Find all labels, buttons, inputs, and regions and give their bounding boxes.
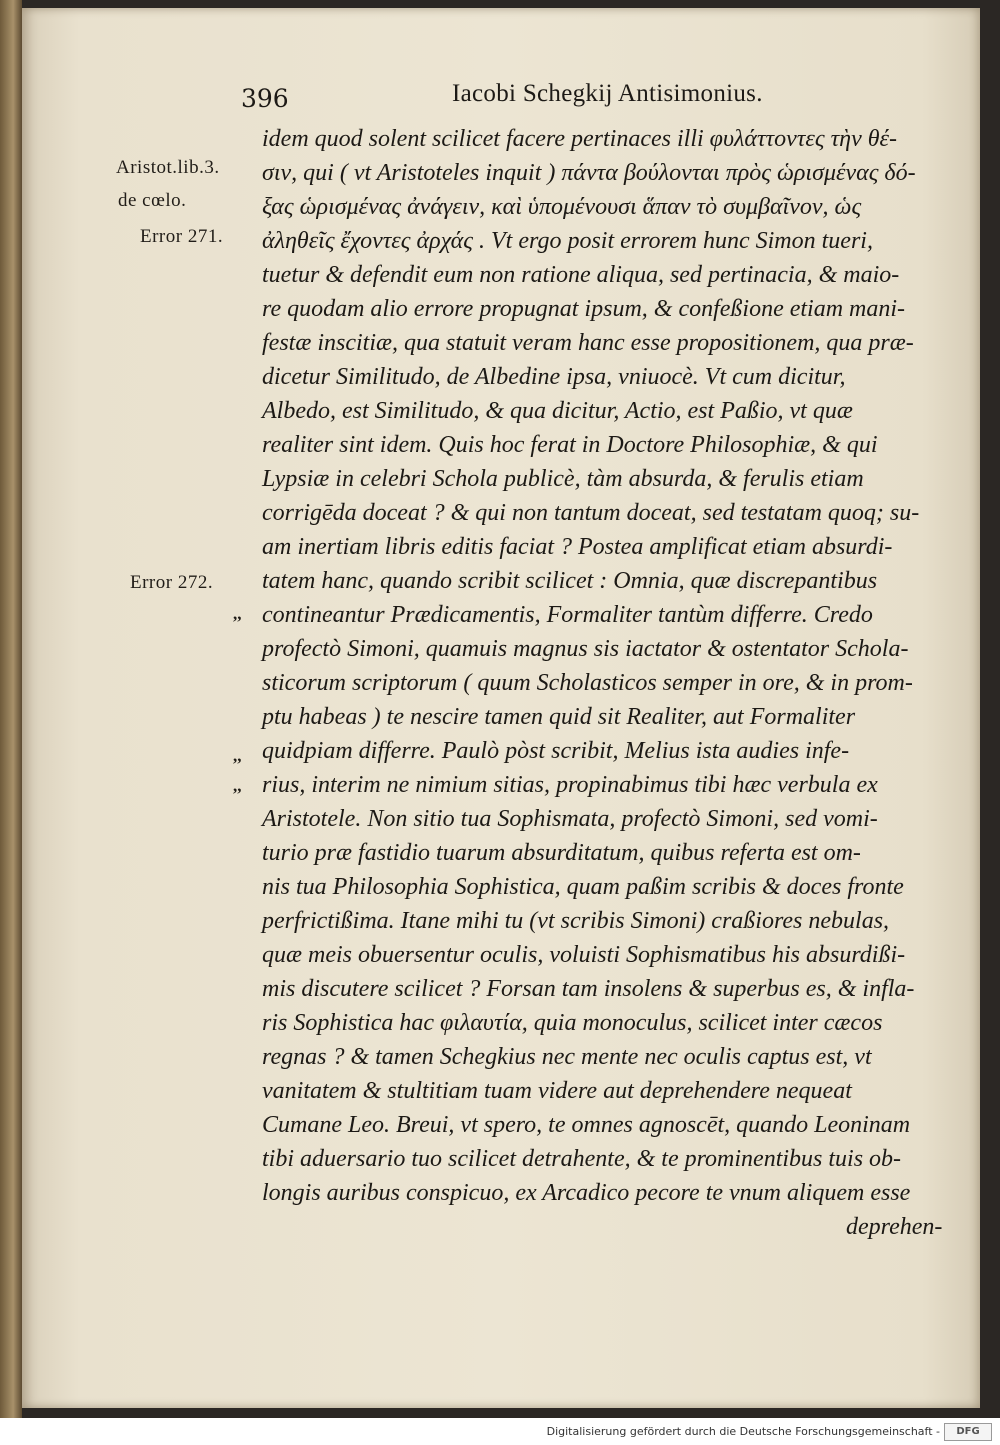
text-line: tibi aduersario tuo scilicet detrahente, & te prominentibus tuis ob- (262, 1146, 902, 1172)
text-line: dicetur Similitudo, de Albedine ipsa, vniuocè. Vt cum dicitur, (262, 364, 846, 390)
text-line: quidpiam differre. Paulò pòst scribit, Melius ista audies infe- (262, 738, 850, 764)
running-title: Iacobi Schegkij Antisimonius. (452, 80, 763, 107)
footer (0, 1418, 1000, 1445)
page-number: 396 (241, 84, 289, 113)
text-line: Albedo, est Similitudo, & qua dicitur, Actio, est Paßio, vt quæ (262, 398, 853, 424)
text-line: quæ meis obuersentur oculis, voluisti Sophismatibus his absurdißi- (262, 942, 906, 968)
text-line: realiter sint idem. Quis hoc ferat in Doctore Philosophiæ, & qui (262, 432, 878, 458)
text-line: mis discutere scilicet ? Forsan tam insolens & superbus es, & infla- (262, 976, 915, 1002)
text-line: nis tua Philosophia Sophistica, quam paßim scribis & doces fronte (262, 874, 904, 900)
text-line: ptu habeas ) te nescire tamen quid sit Realiter, aut Formaliter (262, 704, 856, 730)
dfg-logo: DFG (944, 1423, 992, 1441)
text-line: corrigēda doceat ? & qui non tantum doceat, sed testatam quoq; su- (262, 500, 920, 526)
text-line: tuetur & defendit eum non ratione aliqua, sed pertinacia, & maio- (262, 262, 900, 288)
text-line: contineantur Prædicamentis, Formaliter tantùm differre. Credo (262, 602, 873, 628)
margin-note-error-271: Error 271. (140, 226, 224, 247)
text-line: idem quod solent scilicet facere pertinaces illi φυλάττοντες τὴν θέ- (262, 126, 897, 152)
text-line: sticorum scriptorum ( quum Scholasticos semper in ore, & in prom- (262, 670, 913, 696)
text-line: ris Sophistica hac φιλαυτία, quia monoculus, scilicet inter cæcos (262, 1010, 883, 1036)
margin-note-error-272: Error 272. (130, 572, 214, 593)
text-line: vanitatem & stultitiam tuam videre aut deprehendere nequeat (262, 1078, 852, 1104)
text-line: rius, interim ne nimium sitias, propinabimus tibi hæc verbula ex (262, 772, 878, 798)
quote-mark: ,, (233, 776, 242, 795)
margin-note-aristotle: Aristot.lib.3. (116, 157, 220, 178)
margin-note-de-caelo: de cœlo. (118, 190, 187, 211)
catchword: deprehen- (846, 1214, 943, 1240)
text-line: Aristotele. Non sitio tua Sophismata, profectò Simoni, sed vomi- (262, 806, 878, 832)
quote-mark: ,, (233, 604, 242, 623)
text-line: re quodam alio errore propugnat ipsum, & confeßione etiam mani- (262, 296, 906, 322)
text-line: longis auribus conspicuo, ex Arcadico pecore te vnum aliquem esse (262, 1180, 911, 1206)
funding-note: Digitalisierung gefördert durch die Deutsche Forschungsgemeinschaft - (546, 1425, 940, 1438)
text-line: profectò Simoni, quamuis magnus sis iactator & ostentator Schola- (262, 636, 909, 662)
text-line: festæ inscitiæ, qua statuit veram hanc esse propositionem, qua præ- (262, 330, 914, 356)
text-line: Cumane Leo. Breui, vt spero, te omnes agnoscēt, quando Leoninam (262, 1112, 911, 1138)
text-line: am inertiam libris editis faciat ? Postea amplificat etiam absurdi- (262, 534, 893, 560)
text-line: turio præ fastidio tuarum absurditatum, quibus referta est om- (262, 840, 861, 866)
text-line: ξας ὡρισμένας ἀνάγειν, καὶ ὑπομένουσι ἅπαν τὸ συμβαῖνον, ὡς (262, 194, 862, 220)
quote-mark: ,, (233, 746, 242, 765)
text-line: σιν, qui ( vt Aristoteles inquit ) πάντα βούλονται πρὸς ὡρισμένας δό- (262, 160, 916, 186)
text-line: Lypsiæ in celebri Schola publicè, tàm absurda, & ferulis etiam (262, 466, 864, 492)
text-line: perfrictißima. Itane mihi tu (vt scribis Simoni) craßiores nebulas, (262, 908, 890, 934)
text-line: ἀληθεῖς ἔχοντες ἀρχάς . Vt ergo posit errorem hunc Simon tueri, (262, 228, 873, 254)
text-line: regnas ? & tamen Schegkius nec mente nec oculis captus est, vt (262, 1044, 872, 1070)
text-line: tatem hanc, quando scribit scilicet : Omnia, quæ discrepantibus (262, 568, 878, 594)
